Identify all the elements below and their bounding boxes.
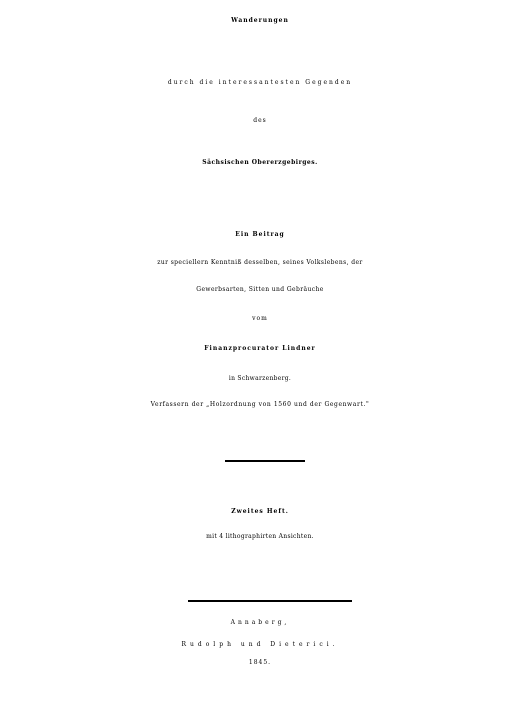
description-line-2: Gewerbsarten, Sitten und Gebräuche [196, 286, 324, 293]
author-place: in Schwarzenberg. [228, 375, 292, 382]
connector-text: des [253, 117, 267, 124]
main-title: Sächsischen Obererzgebirges. [202, 159, 318, 166]
imprint-city: Annaberg, [230, 619, 290, 626]
illustrations-note: mit 4 lithographirten Ansichten. [206, 533, 314, 540]
author-note: Verfassern der „Holzordnung von 1560 und der Gegenwart." [150, 401, 370, 408]
imprint-publisher: Rudolph und Dieterici. [181, 641, 339, 648]
part-label: Zweites Heft. [231, 508, 289, 515]
subtitle-line: durch die interessantesten Gegenden [167, 79, 353, 86]
book-title: Wanderungen [231, 17, 289, 24]
author-name: Finanzprocurator Lindner [204, 345, 316, 352]
imprint-year: 1845. [248, 659, 272, 666]
description-line-1: zur speciellern Kenntniß desselben, seines Volkslebens, der [157, 259, 363, 266]
divider-short [225, 460, 305, 462]
by-text: vom [252, 315, 268, 322]
contribution-heading: Ein Beitrag [235, 231, 285, 238]
divider-long [188, 600, 352, 602]
